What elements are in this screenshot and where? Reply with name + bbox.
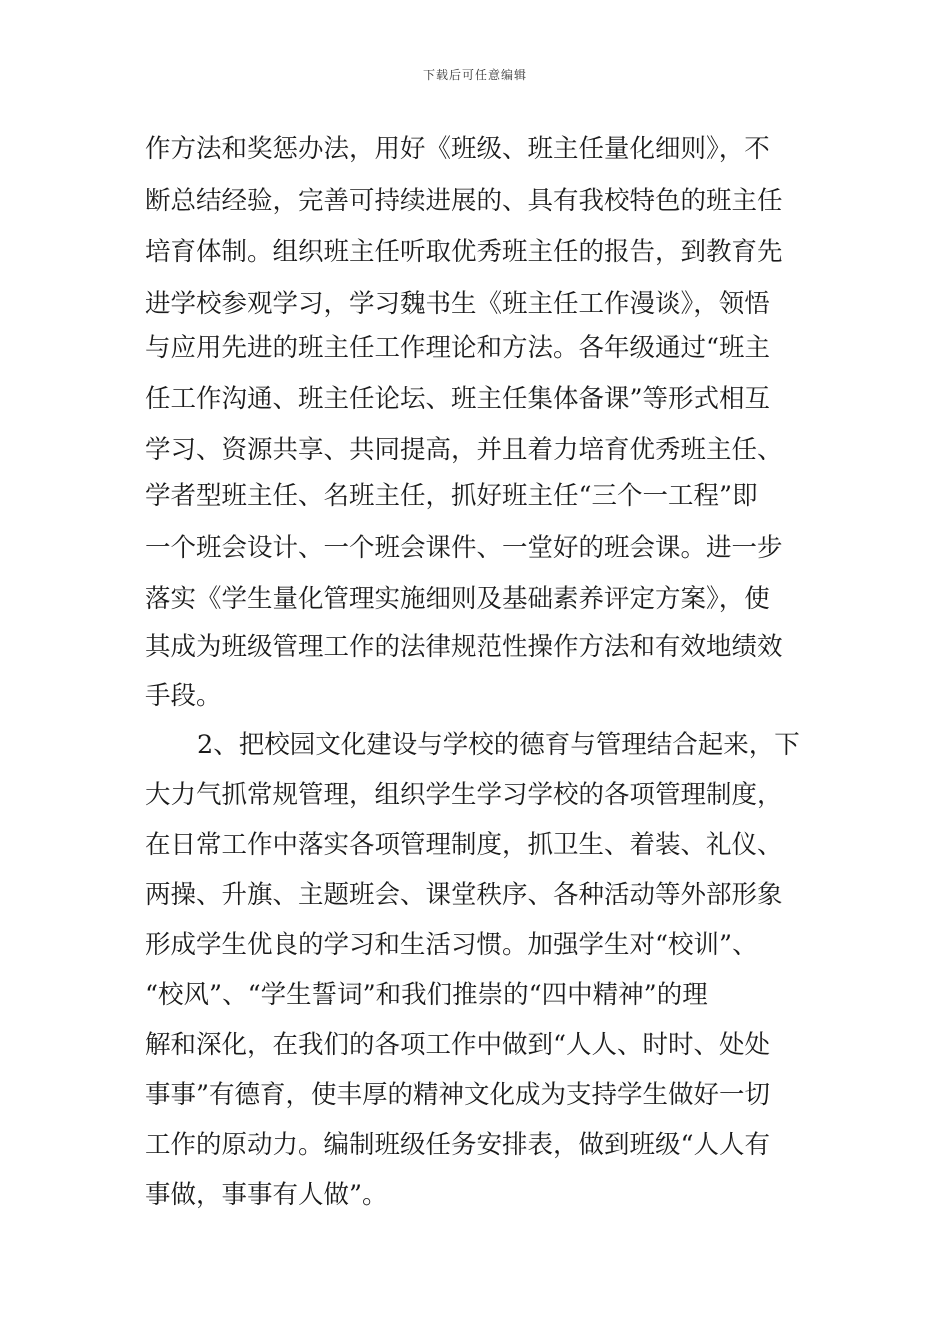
body-line-6: 任工作沟通、班主任论坛、班主任集体备课”等形式相互 — [145, 384, 771, 414]
body-line-12: 手段。 — [145, 681, 222, 711]
body-line-21: 工作的原动力。编制班级任务安排表，做到班级“人人有 — [145, 1130, 771, 1160]
body-line-14: 大力气抓常规管理，组织学生学习学校的各项管理制度， — [145, 780, 783, 810]
header-note: 下载后可任意编辑 — [422, 68, 527, 82]
body-line-16: 两操、升旗、主题班会、课堂秩序、各种活动等外部形象 — [145, 880, 783, 910]
body-line-13: 2、把校园文化建设与学校的德育与管理结合起来，下 — [197, 730, 800, 760]
body-line-19: 解和深化，在我们的各项工作中做到“人人、时时、处处 — [145, 1030, 771, 1060]
body-line-8: 学者型班主任、名班主任，抓好班主任“三个一工程”即 — [145, 481, 758, 511]
body-line-7: 学习、资源共享、共同提高，并且着力培育优秀班主任、 — [145, 435, 783, 465]
body-line-2: 断总结经验，完善可持续进展的、具有我校特色的班主任 — [145, 186, 783, 216]
body-line-9: 一个班会设计、一个班会课件、一堂好的班会课。进一步 — [145, 533, 783, 563]
body-line-11: 其成为班级管理工作的法律规范性操作方法和有效地绩效 — [145, 632, 783, 662]
body-line-1: 作方法和奖惩办法，用好《班级、班主任量化细则》，不 — [145, 134, 770, 164]
body-line-20: 事事”有德育，使丰厚的精神文化成为支持学生做好一切 — [145, 1080, 771, 1110]
body-line-5: 与应用先进的班主任工作理论和方法。各年级通过“班主 — [145, 333, 771, 363]
body-line-15: 在日常工作中落实各项管理制度，抓卫生、着装、礼仪、 — [145, 830, 783, 860]
body-line-4: 进学校参观学习，学习魏书生《班主任工作漫谈》，领悟 — [145, 289, 770, 319]
body-line-18: “校风”、“学生誓词”和我们推崇的“四中精神”的理 — [145, 980, 708, 1010]
body-line-3: 培育体制。组织班主任听取优秀班主任的报告，到教育先 — [145, 237, 783, 267]
body-line-17: 形成学生优良的学习和生活习惯。加强学生对“校训”、 — [145, 930, 758, 960]
body-line-10: 落实《学生量化管理实施细则及基础素养评定方案》，使 — [145, 584, 770, 614]
body-line-22: 事做，事事有人做”。 — [145, 1180, 388, 1210]
